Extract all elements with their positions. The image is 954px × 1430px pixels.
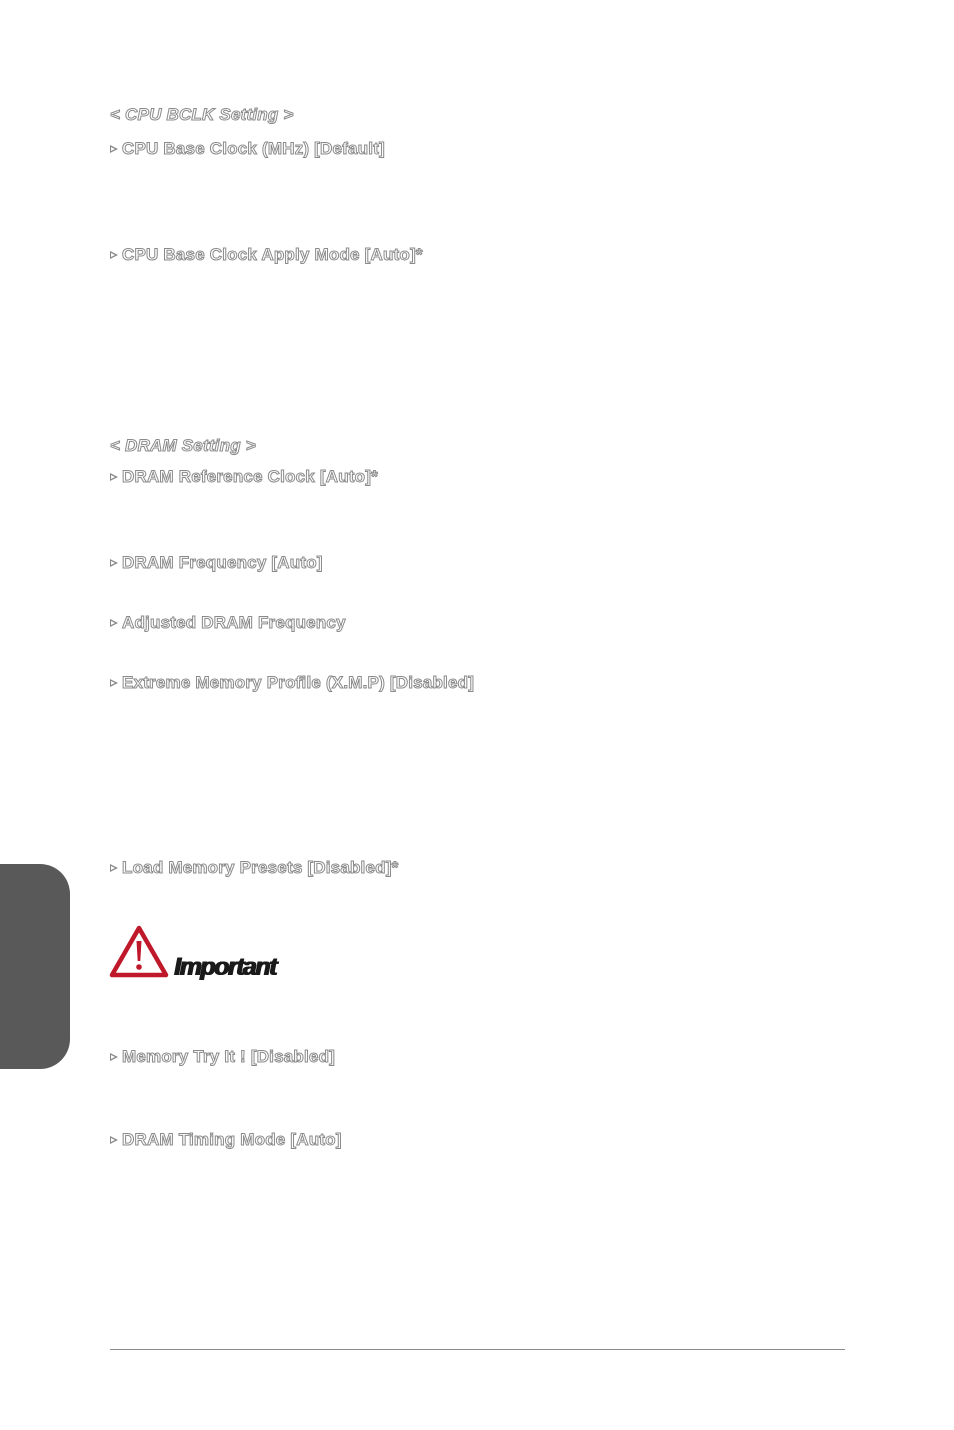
load-memory-presets-option	[110, 858, 398, 878]
cpu-base-clock-apply-mode-label: CPU Base Clock Apply Mode [Auto]*	[122, 245, 423, 264]
triangle-bullet-icon	[110, 679, 118, 687]
cpu-base-clock-apply-mode-option	[110, 245, 423, 265]
important-notice	[108, 924, 276, 980]
dram-frequency-label: DRAM Frequency [Auto]	[122, 553, 323, 572]
memory-try-it-label: Memory Try It ! [Disabled]	[122, 1047, 336, 1066]
cpu-base-clock-label: CPU Base Clock (MHz) [Default]	[122, 139, 385, 158]
triangle-bullet-icon	[110, 1053, 118, 1061]
adjusted-dram-frequency-label: Adjusted DRAM Frequency	[122, 613, 346, 632]
important-label: Important	[174, 953, 276, 981]
memory-try-it-option	[110, 1047, 335, 1067]
dram-reference-clock-label: DRAM Reference Clock [Auto]*	[122, 467, 378, 486]
triangle-bullet-icon	[110, 1136, 118, 1144]
cpu-bclk-setting-heading: < CPU BCLK Setting >	[110, 105, 294, 124]
dram-frequency-option	[110, 553, 323, 573]
warning-triangle-icon	[108, 924, 170, 980]
triangle-bullet-icon	[110, 619, 118, 627]
chapter-side-tab	[0, 864, 70, 1069]
extreme-memory-profile-label: Extreme Memory Profile (X.M.P) [Disabled]	[122, 673, 475, 692]
triangle-bullet-icon	[110, 864, 118, 872]
triangle-bullet-icon	[110, 145, 118, 153]
triangle-bullet-icon	[110, 251, 118, 259]
triangle-bullet-icon	[110, 559, 118, 567]
dram-reference-clock-option	[110, 467, 378, 487]
adjusted-dram-frequency-option	[110, 613, 346, 633]
dram-timing-mode-option	[110, 1130, 342, 1150]
footer-divider	[110, 1349, 845, 1350]
dram-timing-mode-label: DRAM Timing Mode [Auto]	[122, 1130, 342, 1149]
cpu-base-clock-option	[110, 139, 385, 159]
load-memory-presets-label: Load Memory Presets [Disabled]*	[122, 858, 399, 877]
dram-setting-heading: < DRAM Setting >	[110, 436, 256, 455]
triangle-bullet-icon	[110, 473, 118, 481]
extreme-memory-profile-option	[110, 673, 474, 693]
